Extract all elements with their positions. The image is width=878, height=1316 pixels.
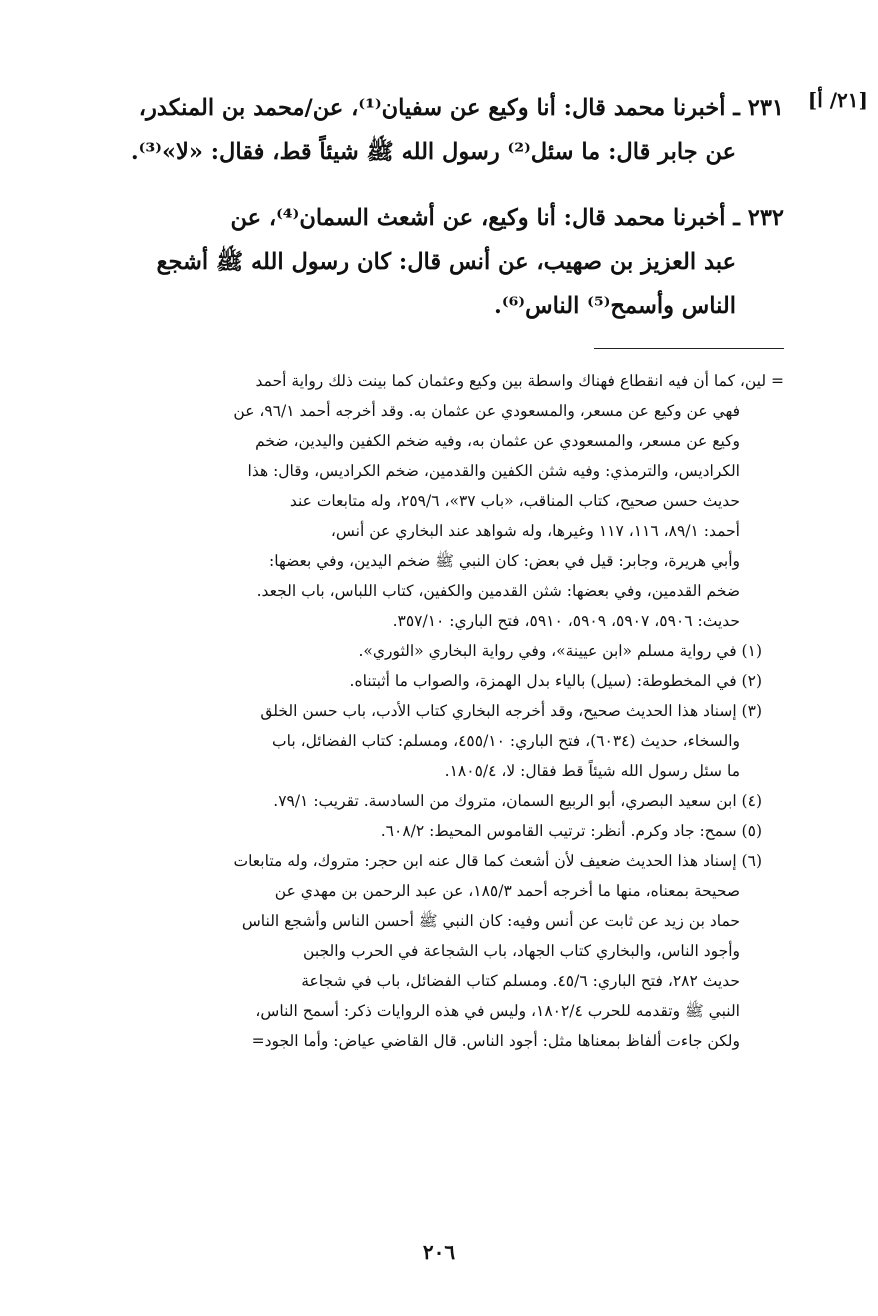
manuscript-folio-marker: [٢١/ أ] (807, 88, 868, 112)
footnote-continuation-line: وكيع عن مسعر، والمسعودي عن عثمان به، وفيه ضخم الكفين واليدين، ضخم (255, 432, 740, 450)
footnote-6-line: وأجود الناس، والبخاري كتاب الجهاد، باب الشجاعة في الحرب والجبن (303, 942, 740, 960)
hadith-232 (94, 196, 784, 328)
hadith-232-line: عبد العزيز بن صهيب، عن أنس قال: كان رسول الله ﷺ أشجع (156, 249, 736, 275)
footnote-3-line: ما سئل رسول الله شيئاً قط فقال: لا، ١٨٠٥/٤. (444, 762, 740, 780)
footnote-continuation-line: ضخم القدمين، وفي بعضها: شثن القدمين والكفين، كتاب اللباس، باب الجعد. (256, 582, 740, 600)
page-number: ٢٠٦ (422, 1240, 456, 1264)
footnotes (94, 366, 784, 1056)
footnote-continuation-line: أحمد: ٨٩/١، ١١٦، ١١٧ وغيرها، وله شواهد عند البخاري عن أنس، (330, 522, 740, 540)
footnote-6-line: صحيحة بمعناه، منها ما أخرجه أحمد ١٨٥/٣، عن عبد الرحمن بن مهدي عن (274, 882, 740, 900)
footnote-continuation-line: = لين، كما أن فيه انقطاع فهناك واسطة بين وكيع وعثمان كما بينت ذلك رواية أحمد (255, 372, 784, 390)
hadith-231-line: ٢٣١ ـ أخبرنا محمد قال: أنا وكيع عن سفيان⁽¹⁾، عن/محمد بن المنكدر، (138, 95, 784, 121)
footnote-continuation-line: الكراديس، والترمذي: وفيه شثن الكفين والقدمين، ضخم الكراديس، وقال: هذا (247, 462, 740, 480)
footnote-6-line: النبي ﷺ وتقدمه للحرب ١٨٠٢/٤، وليس في هذه الروايات ذكر: أسمح الناس، (255, 1002, 740, 1020)
footnote-continuation-line: حديث حسن صحيح، كتاب المناقب، «باب ٣٧»، ٢٥٩/٦، وله متابعات عند (289, 492, 740, 510)
footnote-continuation-line: فهي عن وكيع عن مسعر، والمسعودي عن عثمان به. وقد أخرجه أحمد ٩٦/١، عن (233, 402, 740, 420)
footnote-6: (٦) إسناد هذا الحديث ضعيف لأن أشعث كما قال عنه ابن حجر: متروك، وله متابعات (233, 852, 762, 870)
hadith-231-line: عن جابر قال: ما سئل⁽²⁾ رسول الله ﷺ شيئاً قط، فقال: «لا»⁽³⁾. (130, 139, 736, 165)
hadith-232-line: الناس وأسمح⁽⁵⁾ الناس⁽⁶⁾. (494, 293, 736, 319)
footnote-separator (594, 348, 784, 349)
footnote-6-line: حديث ٢٨٢، فتح الباري: ٤٥/٦. ومسلم كتاب الفضائل، باب في شجاعة (301, 972, 740, 990)
footnote-continuation-line: حديث: ٥٩٠٦، ٥٩٠٧، ٥٩٠٩، ٥٩١٠، فتح الباري: ٣٥٧/١٠. (392, 612, 740, 630)
footnote-2: (٢) في المخطوطة: (سيل) بالياء بدل الهمزة، والصواب ما أثبتناه. (349, 672, 762, 690)
footnote-5: (٥) سمح: جاد وكرم. أنظر: ترتيب القاموس المحيط: ٦٠٨/٢. (380, 822, 762, 840)
footnote-3: (٣) إسناد هذا الحديث صحيح، وقد أخرجه البخاري كتاب الأدب، باب حسن الخلق (260, 702, 762, 720)
footnote-3-line: والسخاء، حديث (٦٠٣٤)، فتح الباري: ٤٥٥/١٠، ومسلم: كتاب الفضائل، باب (272, 732, 740, 750)
footnote-6-line: ولكن جاءت ألفاظ بمعناها مثل: أجود الناس. قال القاضي عياض: وأما الجود= (251, 1032, 740, 1050)
hadith-232-line: ٢٣٢ ـ أخبرنا محمد قال: أنا وكيع، عن أشعث السمان⁽⁴⁾، عن (230, 205, 784, 231)
hadith-231 (94, 86, 784, 174)
footnote-4: (٤) ابن سعيد البصري، أبو الربيع السمان، متروك من السادسة. تقريب: ٧٩/١. (273, 792, 762, 810)
footnote-continuation-line: وأبي هريرة، وجابر: قيل في بعض: كان النبي ﷺ ضخم اليدين، وفي بعضها: (269, 552, 740, 570)
footnote-1: (١) في رواية مسلم «ابن عيينة»، وفي رواية البخاري «الثوري». (358, 642, 762, 660)
footnote-6-line: حماد بن زيد عن ثابت عن أنس وفيه: كان النبي ﷺ أحسن الناس وأشجع الناس (241, 912, 740, 930)
